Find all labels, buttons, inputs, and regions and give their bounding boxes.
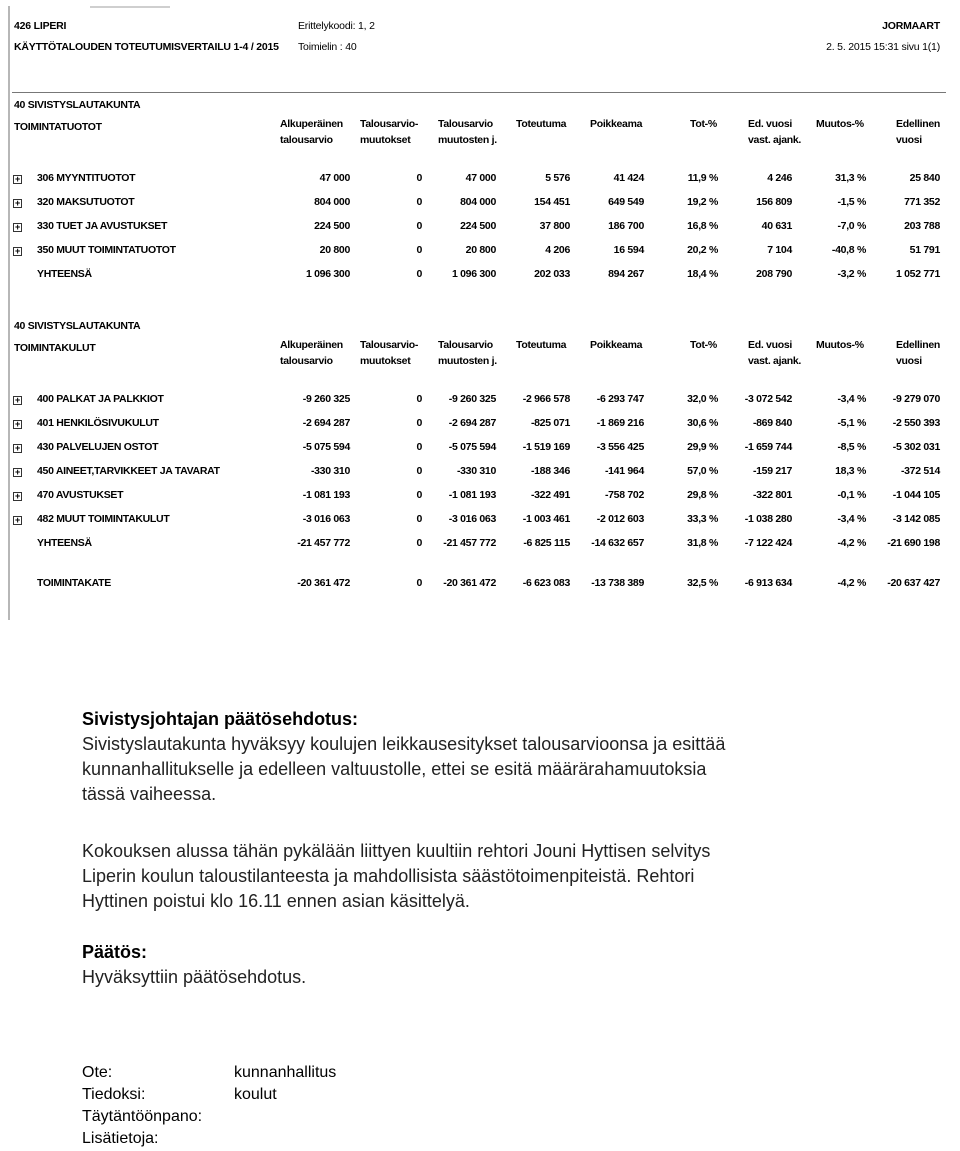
table-cell: -758 702 [604,489,644,501]
distribution-label: Täytäntöönpano: [82,1108,203,1125]
table-cell: 41 424 [613,172,644,184]
table-cell: 4 206 [545,244,570,256]
column-header-line: talousarvio [280,134,333,146]
column-header [590,116,642,132]
table-cell: -188 346 [530,465,570,477]
table-cell: 0 [416,220,422,232]
column-header [280,337,343,369]
table-cell: 0 [416,577,422,589]
table-cell: -2 694 287 [448,417,496,429]
table-cell: 47 000 [319,172,350,184]
table-cell: 16 594 [613,244,644,256]
table-cell: 30,6 % [687,417,718,429]
column-header-line: Talousarvio- [360,118,419,130]
row-label: 320 MAKSUTUOTOT [37,196,135,208]
table-row[interactable] [10,489,946,507]
table-cell: 37 800 [539,220,570,232]
table-cell: -21 457 772 [297,537,350,549]
table-cell: 47 000 [465,172,496,184]
column-header [438,337,497,369]
table-cell: 31,8 % [687,537,718,549]
row-label: 330 TUET JA AVUSTUKSET [37,220,168,232]
table-cell: -330 310 [310,465,350,477]
column-header-line: Talousarvio [438,339,493,351]
table-cell: -2 012 603 [596,513,644,525]
table-cell: 20 800 [319,244,350,256]
row-label: YHTEENSÄ [37,268,92,280]
column-header [690,337,717,353]
table-cell: -6 913 634 [744,577,792,589]
table-cell: -3 016 063 [448,513,496,525]
table-cell: 29,9 % [687,441,718,453]
column-header-line: Toteutuma [516,118,567,130]
table-cell: -3 072 542 [744,393,792,405]
table-row[interactable] [10,244,946,262]
report-date: 2. 5. 2015 15:31 sivu 1(1) [826,41,940,53]
column-header-line: Poikkeama [590,339,643,351]
proposal-heading: Sivistysjohtajan päätösehdotus: [82,709,359,729]
column-header-line: muutokset [360,355,411,367]
expand-icon[interactable]: + [13,247,22,256]
table-cell: -322 491 [530,489,570,501]
table-cell: 7 104 [767,244,792,256]
column-header [590,337,642,353]
table-cell: 25 840 [909,172,940,184]
proposal-line: tässä vaiheessa. [82,784,217,804]
table-cell: 18,3 % [835,465,866,477]
proposal-line: Sivistyslautakunta hyväksyy koulujen leikkausesitykset talousarvioonsa ja esittää [82,734,726,754]
table-cell: -21 457 772 [443,537,496,549]
table-cell: 0 [416,244,422,256]
table-cell: -3,4 % [837,513,866,525]
table-cell: 0 [416,465,422,477]
table-cell: 5 576 [545,172,570,184]
column-header [360,116,418,148]
table-cell: -20 361 472 [443,577,496,589]
column-header-line: Talousarvio [438,118,493,130]
column-header-line: Edellinen [896,118,940,130]
column-header-line: Muutos-% [816,339,864,351]
report-title: KÄYTTÖTALOUDEN TOTEUTUMISVERTAILU 1-4 / 2015 [14,41,279,53]
column-header-line: muutosten j. [438,134,497,146]
table-cell: -0,1 % [837,489,866,501]
table-cell: 0 [416,172,422,184]
table-cell: -4,2 % [837,577,866,589]
table-cell: 20,2 % [687,244,718,256]
expand-icon[interactable]: + [13,420,22,429]
meeting-line: Liperin koulun taloustilanteesta ja mahdollisista säästötoimenpiteistä. Rehtori [82,866,695,886]
column-header [896,116,940,148]
table-cell: -372 514 [900,465,940,477]
expand-icon[interactable]: + [13,516,22,525]
column-header [816,116,864,132]
column-header-line: Ed. vuosi [748,118,792,130]
column-header-line: muutokset [360,134,411,146]
meeting-line: Hyttinen poistui klo 16.11 ennen asian käsittelyä. [82,891,470,911]
table-cell: -9 279 070 [892,393,940,405]
table-cell: 1 096 300 [451,268,496,280]
table-cell: -6 825 115 [523,537,570,549]
section-title: 40 SIVISTYSLAUTAKUNTA [14,320,141,332]
table-row[interactable] [10,513,946,531]
table-row[interactable] [10,393,946,411]
table-cell: -20 637 427 [887,577,940,589]
table-cell: 18,4 % [687,268,718,280]
table-cell: -3,4 % [837,393,866,405]
expand-icon[interactable]: + [13,468,22,477]
table-cell: -1 869 216 [596,417,644,429]
table-cell: -322 801 [752,489,792,501]
report-user: JORMAART [882,20,940,32]
total-row [10,268,946,286]
table-cell: -2 694 287 [302,417,350,429]
column-header-line: Muutos-% [816,118,864,130]
table-cell: -1 038 280 [744,513,792,525]
table-cell: -21 690 198 [887,537,940,549]
column-header-line: vuosi [896,355,922,367]
table-cell: 57,0 % [687,465,718,477]
table-cell: 894 267 [608,268,644,280]
expand-icon[interactable]: + [13,396,22,405]
row-label: 450 AINEET,TARVIKKEET JA TAVARAT [37,465,220,477]
row-label: 470 AVUSTUKSET [37,489,124,501]
report-org: 426 LIPERI [14,20,67,32]
total-row [10,537,946,555]
table-cell: 19,2 % [687,196,718,208]
table-cell: -1,5 % [837,196,866,208]
report-unit: Toimielin : 40 [298,41,357,53]
row-label: TOIMINTAKATE [37,577,111,589]
table-cell: -825 071 [530,417,570,429]
table-cell: 804 000 [314,196,350,208]
column-header-line: Toteutuma [516,339,567,351]
table-cell: 203 788 [904,220,940,232]
column-header [748,116,801,148]
table-cell: 20 800 [465,244,496,256]
decision-heading: Päätös: [82,942,148,962]
column-header-line: Poikkeama [590,118,643,130]
table-cell: 16,8 % [687,220,718,232]
expand-icon[interactable]: + [13,223,22,232]
table-cell: 0 [416,537,422,549]
table-row[interactable] [10,465,946,483]
table-cell: -869 840 [752,417,792,429]
table-cell: -6 623 083 [522,577,570,589]
distribution-value: kunnanhallitus [234,1064,337,1081]
table-cell: -141 964 [604,465,644,477]
column-header [516,337,566,353]
column-header-line: Tot-% [690,118,717,130]
report-code: Erittelykoodi: 1, 2 [298,20,375,32]
table-cell: 33,3 % [687,513,718,525]
table-cell: -2 550 393 [892,417,940,429]
table-row[interactable] [10,417,946,435]
column-header-line: Alkuperäinen [280,118,343,130]
proposal-line: kunnanhallitukselle ja edelleen valtuustolle, ettei se esitä määrärahamuutoksia [82,759,707,779]
table-cell: 40 631 [761,220,792,232]
table-cell: -5 302 031 [892,441,940,453]
divider [12,92,946,93]
expand-icon[interactable]: + [13,492,22,501]
window-edge [90,6,170,8]
column-header-line: Ed. vuosi [748,339,792,351]
category-heading: TOIMINTATUOTOT [14,121,102,133]
row-label: YHTEENSÄ [37,537,92,549]
table-cell: -3 142 085 [892,513,940,525]
table-cell: 29,8 % [687,489,718,501]
table-cell: 156 809 [756,196,792,208]
column-header [280,116,343,148]
table-cell: 32,5 % [687,577,718,589]
table-cell: -6 293 747 [596,393,644,405]
column-header-line: Talousarvio- [360,339,419,351]
table-cell: 0 [416,417,422,429]
table-cell: -14 632 657 [591,537,644,549]
column-header [816,337,864,353]
table-cell: 208 790 [756,268,792,280]
table-cell: 32,0 % [687,393,718,405]
distribution-value: koulut [234,1086,277,1103]
table-cell: 649 549 [608,196,644,208]
row-label: 350 MUUT TOIMINTATUOTOT [37,244,176,256]
table-cell: 202 033 [534,268,570,280]
table-cell: 224 500 [314,220,350,232]
table-cell: -13 738 389 [591,577,644,589]
row-label: 430 PALVELUJEN OSTOT [37,441,159,453]
table-cell: 51 791 [909,244,940,256]
row-label: 401 HENKILÖSIVUKULUT [37,417,159,429]
table-cell: -40,8 % [831,244,866,256]
column-header [360,337,418,369]
table-cell: -3,2 % [837,268,866,280]
column-header [516,116,566,132]
category-heading: TOIMINTAKULUT [14,342,96,354]
column-header-line: Tot-% [690,339,717,351]
budget-report [8,6,944,620]
table-cell: -9 260 325 [448,393,496,405]
column-header [896,337,940,369]
column-header-line: Edellinen [896,339,940,351]
column-header-line: Alkuperäinen [280,339,343,351]
table-cell: 0 [416,196,422,208]
table-cell: 0 [416,489,422,501]
table-cell: 11,9 % [687,172,718,184]
table-cell: -2 966 578 [522,393,570,405]
table-cell: -1 659 744 [744,441,792,453]
column-header [438,116,497,148]
expand-icon[interactable]: + [13,199,22,208]
table-cell: -5 075 594 [302,441,350,453]
table-cell: -3 556 425 [596,441,644,453]
table-cell: 4 246 [767,172,792,184]
table-cell: -1 081 193 [448,489,496,501]
column-header-line: vast. ajank. [748,355,802,367]
expand-icon[interactable]: + [13,444,22,453]
table-cell: -1 519 169 [522,441,570,453]
column-header-line: talousarvio [280,355,333,367]
distribution-label: Ote: [82,1064,113,1081]
distribution-label: Lisätietoja: [82,1130,159,1147]
table-cell: -4,2 % [837,537,866,549]
table-row[interactable] [10,441,946,459]
column-header [690,116,717,132]
table-cell: 1 096 300 [305,268,350,280]
table-cell: -3 016 063 [302,513,350,525]
table-cell: 224 500 [460,220,496,232]
section-title: 40 SIVISTYSLAUTAKUNTA [14,99,141,111]
table-cell: 771 352 [904,196,940,208]
row-label: 306 MYYNTITUOTOT [37,172,136,184]
decision-text: Hyväksyttiin päätösehdotus. [82,967,307,987]
table-cell: -8,5 % [837,441,866,453]
row-label: 482 MUUT TOIMINTAKULUT [37,513,170,525]
meeting-line: Kokouksen alussa tähän pykälään liittyen kuultiin rehtori Jouni Hyttisen selvitys [82,841,711,861]
table-row[interactable] [10,172,946,190]
table-cell: -5 075 594 [448,441,496,453]
table-cell: -7 122 424 [744,537,792,549]
table-cell: 0 [416,513,422,525]
table-cell: 1 052 771 [895,268,940,280]
table-cell: -7,0 % [837,220,866,232]
margin-row [10,577,946,595]
table-row[interactable] [10,220,946,238]
column-header-line: muutosten j. [438,355,497,367]
table-cell: -5,1 % [837,417,866,429]
table-cell: -9 260 325 [302,393,350,405]
memo-section [82,707,922,990]
table-cell: -1 003 461 [522,513,570,525]
row-label: 400 PALKAT JA PALKKIOT [37,393,164,405]
column-header-line: vuosi [896,134,922,146]
table-cell: -1 044 105 [892,489,940,501]
table-cell: 154 451 [534,196,570,208]
column-header-line: vast. ajank. [748,134,802,146]
table-cell: -159 217 [752,465,792,477]
table-cell: -20 361 472 [297,577,350,589]
table-row[interactable] [10,196,946,214]
table-cell: 804 000 [460,196,496,208]
column-header [748,337,801,369]
table-cell: -1 081 193 [302,489,350,501]
table-cell: -330 310 [456,465,496,477]
table-cell: 31,3 % [835,172,866,184]
distribution-label: Tiedoksi: [82,1086,146,1103]
table-cell: 0 [416,393,422,405]
table-cell: 0 [416,268,422,280]
expand-icon[interactable]: + [13,175,22,184]
table-cell: 186 700 [608,220,644,232]
table-cell: 0 [416,441,422,453]
